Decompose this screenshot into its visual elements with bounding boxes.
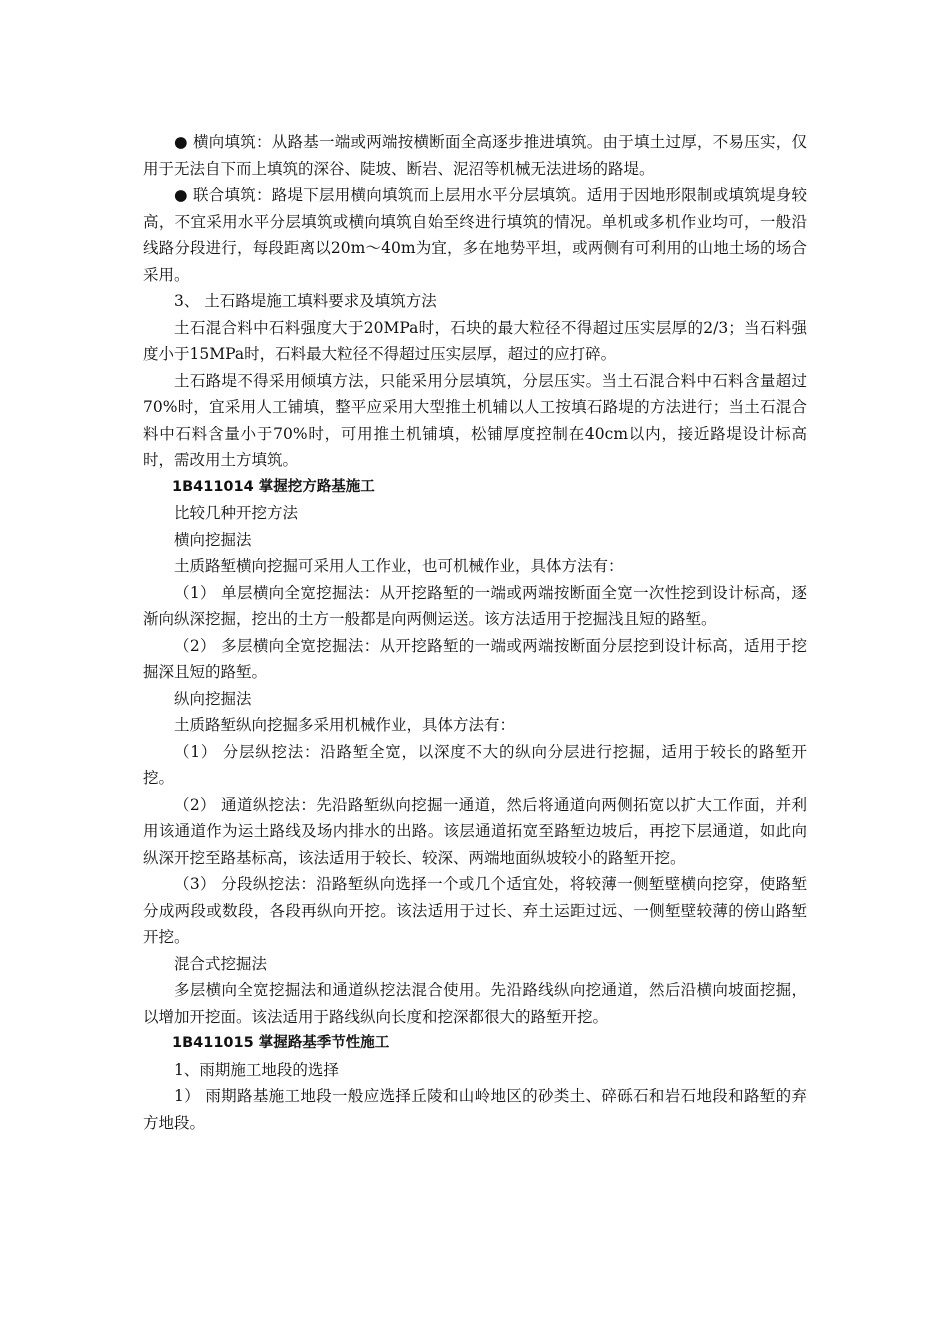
body-paragraph: 1、雨期施工地段的选择 [174, 1060, 339, 1079]
section-heading: 1B411014 掌握挖方路基施工 [172, 478, 375, 495]
body-paragraph: （3） 分段纵挖法：沿路堑纵向选择一个或几个适宜处，将较薄一侧堑壁横向挖穿，使路堑分成两段或数段，各段再纵向开挖。该法适用于过长、弃土运距过远、一侧堑壁较薄的傍山路堑开挖。 [143, 875, 807, 946]
body-paragraph: （2） 通道纵挖法：先沿路堑纵向挖掘一通道，然后将通道向两侧拓宽以扩大工作面，并利用该通道作为运土路线及场内排水的出路。该层通道拓宽至路堑边坡后，再挖下层通道，如此向纵深开挖至路基标高，该法适用于较长、较深、两端地面纵坡较小的路堑开挖。 [143, 795, 807, 867]
body-paragraph: 1） 雨期路基施工地段一般应选择丘陵和山岭地区的砂类土、碎砾石和岩石地段和路堑的弃方地段。 [143, 1087, 807, 1132]
body-paragraph: （1） 分层纵挖法：沿路堑全宽，以深度不大的纵向分层进行挖掘，适用于较长的路堑开挖。 [143, 742, 807, 787]
body-paragraph: 土质路堑纵向挖掘多采用机械作业，具体方法有： [174, 716, 516, 734]
body-paragraph: 比较几种开挖方法 [174, 504, 299, 522]
body-paragraph: 土石路堤不得采用倾填方法，只能采用分层填筑，分层压实。当土石混合料中石料含量超过70%时，宜采用人工铺填，整平应采用大型推土机辅以人工按填石路堤的方法进行；当土石混合料中石料含量小于70%时，可用推土机铺填，松铺厚度控制在40cm以内，接近路堤设计标高时，需改用土方填筑。 [143, 371, 807, 469]
body-paragraph: 混合式挖掘法 [174, 954, 268, 973]
body-paragraph: 横向挖掘法 [174, 530, 252, 549]
body-paragraph: （2） 多层横向全宽挖掘法：从开挖路堑的一端或两端按断面分层挖到设计标高，适用于挖掘深且短的路堑。 [143, 636, 807, 681]
body-paragraph: ● 横向填筑：从路基一端或两端按横断面全高逐步推进填筑。由于填土过厚，不易压实，仅用于无法自下而上填筑的深谷、陡坡、断岩、泥沼等机械无法进场的路堤。 [143, 133, 807, 178]
document-page [143, 129, 807, 1136]
body-paragraph: （1） 单层横向全宽挖掘法：从开挖路堑的一端或两端按断面全宽一次性挖到设计标高，逐渐向纵深挖掘，挖出的土方一般都是向两侧运送。该方法适用于挖掘浅且短的路堑。 [143, 583, 807, 628]
body-paragraph: ● 联合填筑：路堤下层用横向填筑而上层用水平分层填筑。适用于因地形限制或填筑堤身较高，不宜采用水平分层填筑或横向填筑自始至终进行填筑的情况。单机或多机作业均可，一般沿线路分段进行，每段距离以20m～40m为宜，多在地势平坦，或两侧有可利用的山地土场的场合采用。 [143, 186, 807, 284]
body-paragraph: 土石混合料中石料强度大于20MPa时，石块的最大粒径不得超过压实层厚的2/3；当石料强度小于15MPa时，石料最大粒径不得超过压实层厚，超过的应打碎。 [143, 318, 807, 363]
body-paragraph: 纵向挖掘法 [174, 689, 252, 708]
body-paragraph: 3、 土石路堤施工填料要求及填筑方法 [174, 292, 437, 310]
section-heading: 1B411015 掌握路基季节性施工 [172, 1035, 390, 1051]
body-paragraph: 土质路堑横向挖掘可采用人工作业，也可机械作业，具体方法有： [174, 557, 624, 575]
body-paragraph: 多层横向全宽挖掘法和通道纵挖法混合使用。先沿路线纵向挖通道，然后沿横向坡面挖掘，以增加开挖面。该法适用于路线纵向长度和挖深都很大的路堑开挖。 [143, 981, 807, 1026]
